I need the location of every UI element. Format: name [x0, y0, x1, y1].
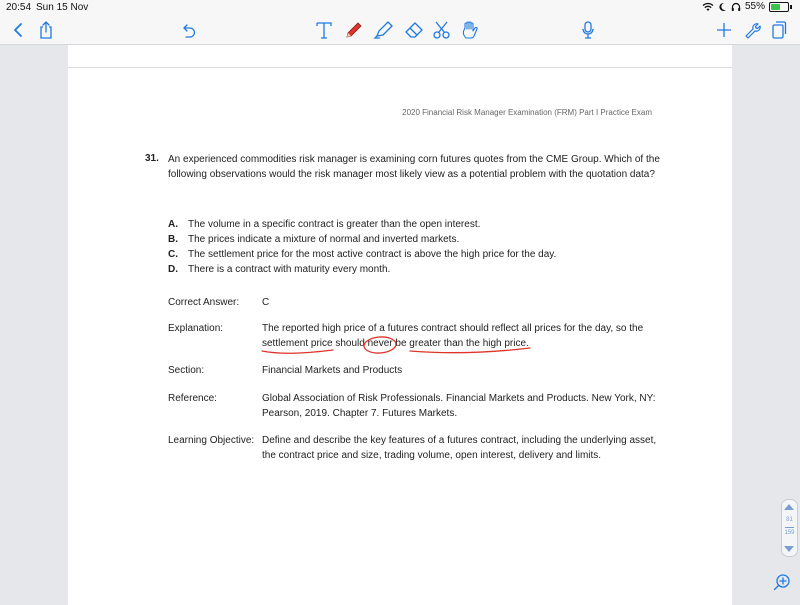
- battery-percent: 55%: [744, 1, 765, 12]
- pager-divider: [785, 527, 794, 528]
- section-label: Section:: [168, 365, 205, 376]
- status-time: 20:54: [6, 2, 32, 13]
- total-pages-number: 159: [784, 530, 795, 536]
- option-text: The volume in a specific contract is greater than the open interest.: [188, 219, 481, 230]
- eraser-tool-icon[interactable]: [402, 19, 426, 41]
- correct-answer-label: Correct Answer:: [168, 297, 240, 308]
- explanation-line-2: settlement price should never be greater than the high price.: [262, 338, 529, 349]
- section-value: Financial Markets and Products: [262, 365, 403, 376]
- learning-objective-value: Define and describe the key features of a futures contract, including the underlying asset, the contract price and size, trading volume, open interest, delivery and limits.: [262, 435, 657, 461]
- learning-objective-label: Learning Objective:: [168, 435, 255, 446]
- pages-icon[interactable]: [767, 19, 791, 41]
- question-number: 31.: [145, 153, 159, 164]
- zoom-in-icon[interactable]: [770, 570, 794, 594]
- headphones-icon: [731, 2, 741, 12]
- question-text: An experienced commodities risk manager is examining corn futures quotes from the CME Group. Which of the following observations would the risk manager most likely view as a potential problem with the quotation data?: [168, 154, 660, 180]
- lasso-scissors-icon[interactable]: [430, 19, 454, 41]
- answer-options: [168, 217, 556, 277]
- battery-icon: [769, 2, 792, 12]
- current-page-number: 81: [786, 517, 793, 523]
- option-text: The settlement price for the most active contract is above the high price for the day.: [188, 249, 557, 260]
- reference-value: Global Association of Risk Professionals. Financial Markets and Products. New York, NY: Pearson, 2019. Chapter 7. Futures Markets.: [262, 393, 656, 419]
- status-right: [702, 1, 792, 12]
- moon-icon: [718, 2, 727, 12]
- wrench-icon[interactable]: [740, 19, 764, 41]
- highlighter-tool-icon[interactable]: [372, 19, 396, 41]
- pen-tool-icon[interactable]: [342, 19, 366, 41]
- page-divider: [68, 67, 732, 68]
- option-letter: B.: [168, 234, 178, 245]
- page-up-arrow-icon[interactable]: [784, 504, 794, 510]
- back-chevron-icon[interactable]: [6, 19, 30, 41]
- option-b: [168, 232, 556, 247]
- option-a: [168, 217, 556, 232]
- text-tool-icon[interactable]: [312, 19, 336, 41]
- undo-icon[interactable]: [176, 19, 200, 41]
- explanation-line-1: The reported high price of a futures contract should reflect all prices for the day, so the: [262, 323, 644, 334]
- option-d: [168, 262, 556, 277]
- explanation-label: Explanation:: [168, 323, 224, 334]
- option-text: The prices indicate a mixture of normal and inverted markets.: [188, 234, 460, 245]
- share-icon[interactable]: [34, 19, 58, 41]
- option-letter: D.: [168, 264, 178, 275]
- page-scroller[interactable]: [781, 499, 798, 557]
- option-c: [168, 247, 556, 262]
- toolbar: [0, 16, 800, 45]
- status-bar: [0, 0, 800, 16]
- document-page: [68, 45, 732, 605]
- wifi-icon: [702, 2, 714, 12]
- microphone-icon[interactable]: [576, 19, 600, 41]
- explanation-text: [262, 321, 672, 351]
- option-letter: C.: [168, 249, 178, 260]
- hand-tool-icon[interactable]: [458, 19, 482, 41]
- page-header: 2020 Financial Risk Manager Examination (FRM) Part I Practice Exam: [402, 108, 652, 117]
- reference-label: Reference:: [168, 393, 217, 404]
- add-icon[interactable]: [712, 19, 736, 41]
- option-text: There is a contract with maturity every month.: [188, 264, 391, 275]
- correct-answer-value: C: [262, 297, 270, 308]
- status-date: Sun 15 Nov: [36, 2, 89, 13]
- page-down-arrow-icon[interactable]: [784, 546, 794, 552]
- option-letter: A.: [168, 219, 178, 230]
